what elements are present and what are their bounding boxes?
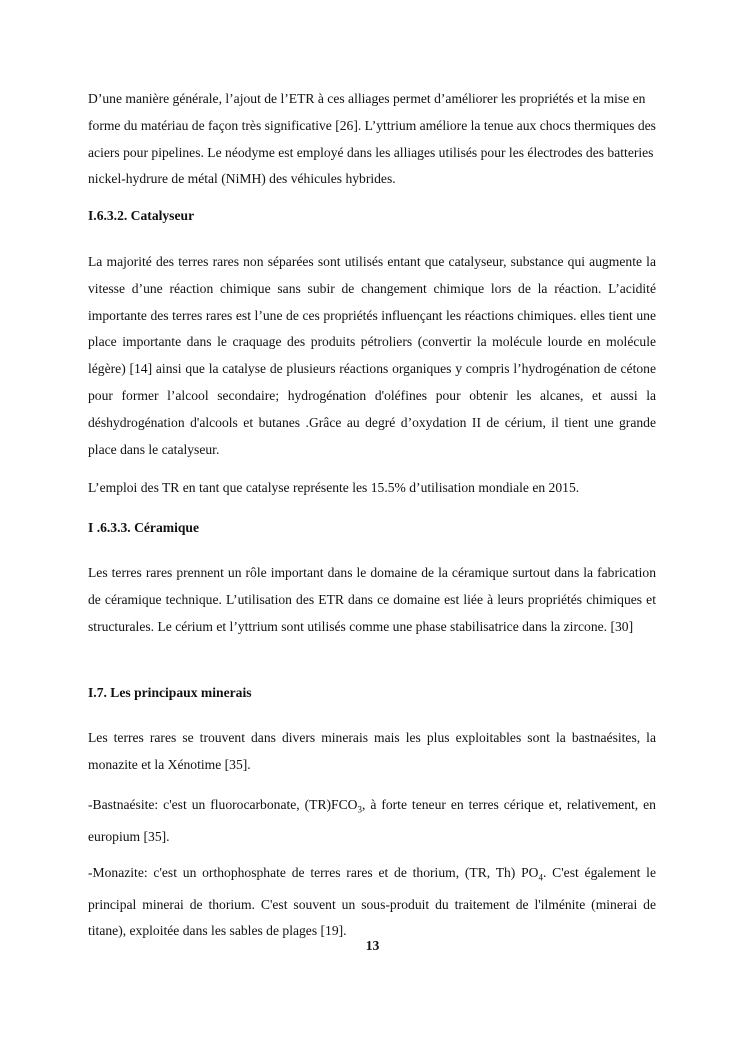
paragraph-catalyseur: La majorité des terres rares non séparées sont utilisés entant que catalyseur, substance qui augmente la vitesse d’une réaction chimique sans subir de changement chimique lors de la réaction. L’acidité importante des terres rares est l’une de ces propriétés influençant les réactions chimiques. elles tient une place importante dans le craquage des produits pétroliers (convertir la molécule lourde en molécule légère) [14] ainsi que la catalyse de plusieurs réactions organiques y compris l’hydrogénation de cétone pour former l’alcool secondaire; hydrogénation d'oléfines pour obtenir les alcanes, et aussi la déshydrogénation d'alcools et butanes .Grâce au degré d’oxydation II de cérium, il tient une grande place dans le catalyseur. bbox=[88, 254, 656, 457]
monazite-subscript: 4 bbox=[538, 872, 543, 883]
paragraph-alloys: D’une manière générale, l’ajout de l’ETR à ces alliages permet d’améliorer les propriétés et la mise en forme du matériau de façon très significative [26]. L’yttrium améliore la tenue aux chocs thermiques des aciers pour pipelines. Le néodyme est employé dans les alliages utilisés pour les électrodes des batteries nickel-hydrure de métal (NiMH) des véhicules hybrides. bbox=[88, 91, 656, 187]
paragraph-catalyse-usage: L’emploi des TR en tant que catalyse représente les 15.5% d’utilisation mondiale en 2015. bbox=[88, 480, 580, 495]
bastnaesite-text: -Bastnaésite: c'est un fluorocarbonate, (TR)FCO bbox=[88, 797, 358, 812]
bastnaesite-text-end: , à forte teneur en terres cérique et, relativement, en europium [35]. bbox=[88, 797, 656, 844]
paragraph-ceramique: Les terres rares prennent un rôle important dans le domaine de la céramique surtout dans la fabrication de céramique technique. L’utilisation des ETR dans ce domaine est liée à leurs propriétés chimiques et structurales. Le cérium et l’yttrium sont utilisés comme une phase stabilisatrice dans la zircone. [30] bbox=[88, 565, 656, 634]
paragraph-bastnaesite bbox=[88, 792, 656, 850]
bastnaesite-subscript: 3 bbox=[357, 804, 362, 815]
monazite-text: -Monazite: c'est un orthophosphate de terres rares et de thorium, (TR, Th) PO bbox=[88, 865, 539, 880]
monazite-text-end: . C'est également le principal minerai de thorium. C'est souvent un sous-produit du traitement de l'ilménite (minerai de titane), exploitée dans les sables de plages [19]. bbox=[88, 865, 656, 939]
paragraph-minerais: Les terres rares se trouvent dans divers minerais mais les plus exploitables sont la bastnaésites, la monazite et la Xénotime [35]. bbox=[88, 730, 656, 772]
page-number: 13 bbox=[365, 938, 380, 953]
paragraph-monazite bbox=[88, 860, 656, 945]
heading-minerais: I.7. Les principaux minerais bbox=[88, 685, 252, 700]
heading-ceramique: I .6.3.3. Céramique bbox=[88, 520, 200, 535]
heading-catalyseur: I.6.3.2. Catalyseur bbox=[88, 208, 195, 223]
